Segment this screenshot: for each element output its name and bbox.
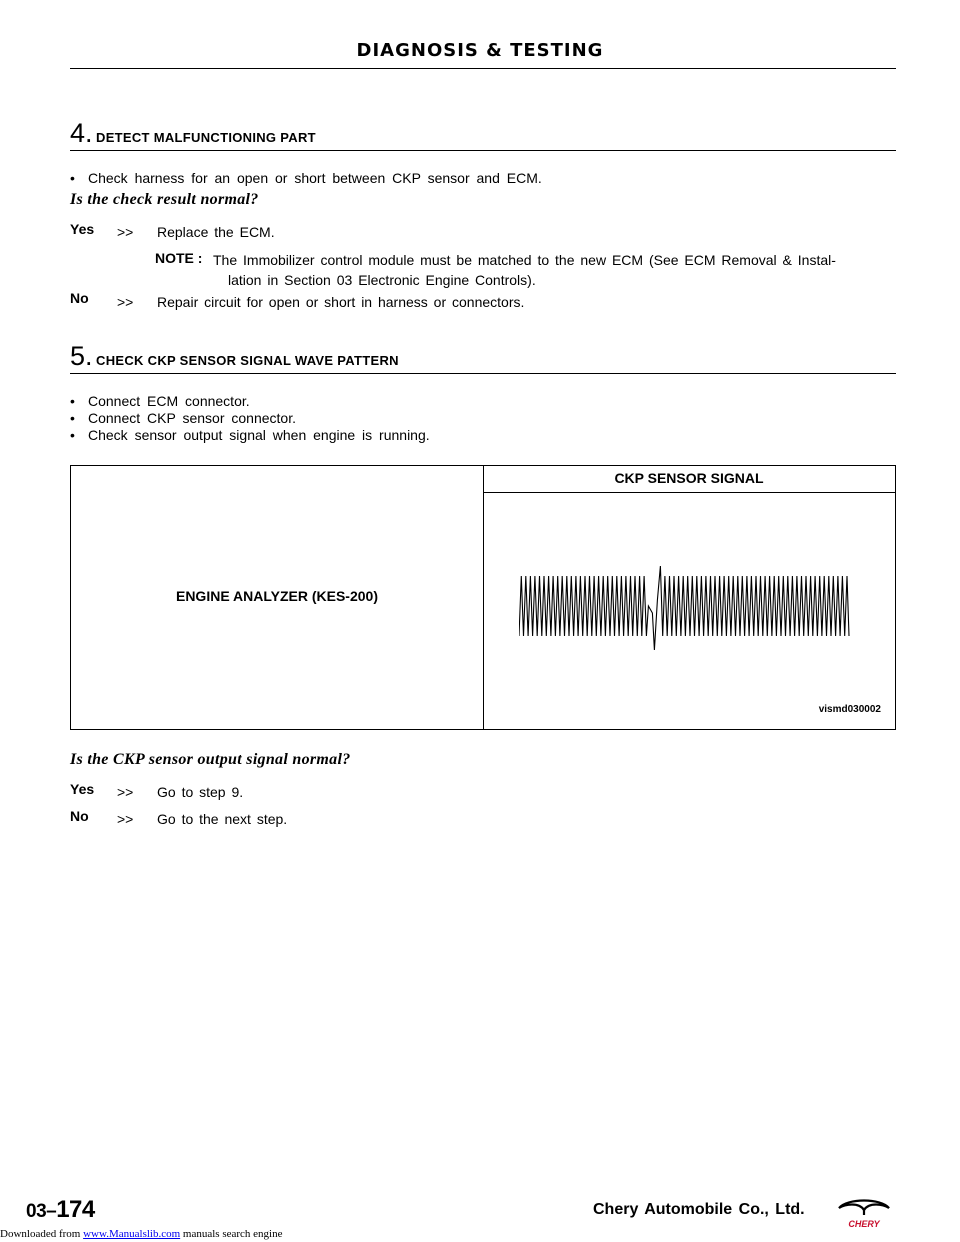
manualslib-link[interactable]: www.Manualslib.com (83, 1228, 181, 1240)
note-line-2: lation in Section 03 Electronic Engine Controls). (228, 272, 536, 288)
step-5-no-text: Go to the next step. (157, 811, 288, 827)
step-5-question: Is the CKP sensor output signal normal? (70, 751, 351, 768)
step-4-heading (70, 118, 896, 151)
step-4-yes-key: Yes (70, 221, 95, 237)
page-header-title: DIAGNOSIS & TESTING (356, 40, 604, 61)
step-4-no-text: Repair circuit for open or short in harness or connectors. (157, 294, 525, 310)
bullet-dot-icon: • (70, 410, 75, 426)
figure-code: vismd030002 (818, 704, 881, 715)
download-credit: Downloaded from www.Manualslib.com manuals search engine (0, 1228, 283, 1240)
step-5-bullet-3: • Check sensor output signal when engine is running. (70, 427, 430, 443)
step-5-yes-text: Go to step 9. (157, 784, 244, 800)
step-4-bullet: • Check harness for an open or short between CKP sensor and ECM. (70, 170, 542, 186)
figure-title-rule (483, 492, 895, 493)
step-5-yes-key: Yes (70, 781, 95, 797)
step-5-number: 5. (70, 341, 93, 371)
note-line-1: The Immobilizer control module must be matched to the new ECM (See ECM Removal & Instal- (213, 252, 836, 268)
step-5-no-arrow: >> (117, 811, 134, 827)
chery-logo-icon (833, 1196, 895, 1235)
step-4-yes-arrow: >> (117, 224, 134, 240)
step-5-bullet-2: • Connect CKP sensor connector. (70, 410, 296, 426)
logo-text: CHERY (848, 1219, 880, 1229)
page-number: 03–174 (26, 1196, 95, 1223)
ckp-signal-figure (70, 465, 896, 730)
bullet-dot-icon: • (70, 170, 75, 186)
figure-divider (483, 466, 484, 729)
step-5-title: CHECK CKP SENSOR SIGNAL WAVE PATTERN (96, 353, 399, 368)
step-5-yes-arrow: >> (117, 784, 134, 800)
step-5-heading (70, 341, 896, 374)
company-name: Chery Automobile Co., Ltd. (593, 1201, 805, 1218)
bullet-dot-icon: • (70, 427, 75, 443)
step-4-no-key: No (70, 290, 89, 306)
figure-right-title: CKP SENSOR SIGNAL (614, 470, 764, 486)
step-4-yes-text: Replace the ECM. (157, 224, 275, 240)
step-5-bullet-1: • Connect ECM connector. (70, 393, 250, 409)
ckp-waveform-graphic (519, 566, 939, 661)
header-divider (70, 68, 896, 69)
figure-left-label: ENGINE ANALYZER (KES-200) (175, 588, 378, 604)
note-text (213, 250, 897, 290)
step-4-no-arrow: >> (117, 294, 134, 310)
bullet-dot-icon: • (70, 393, 75, 409)
step-4-number: 4. (70, 118, 93, 148)
note-label: NOTE : (155, 250, 203, 266)
step-4-title: DETECT MALFUNCTIONING PART (96, 130, 316, 145)
step-4-question: Is the check result normal? (70, 191, 259, 208)
step-5-no-key: No (70, 808, 89, 824)
